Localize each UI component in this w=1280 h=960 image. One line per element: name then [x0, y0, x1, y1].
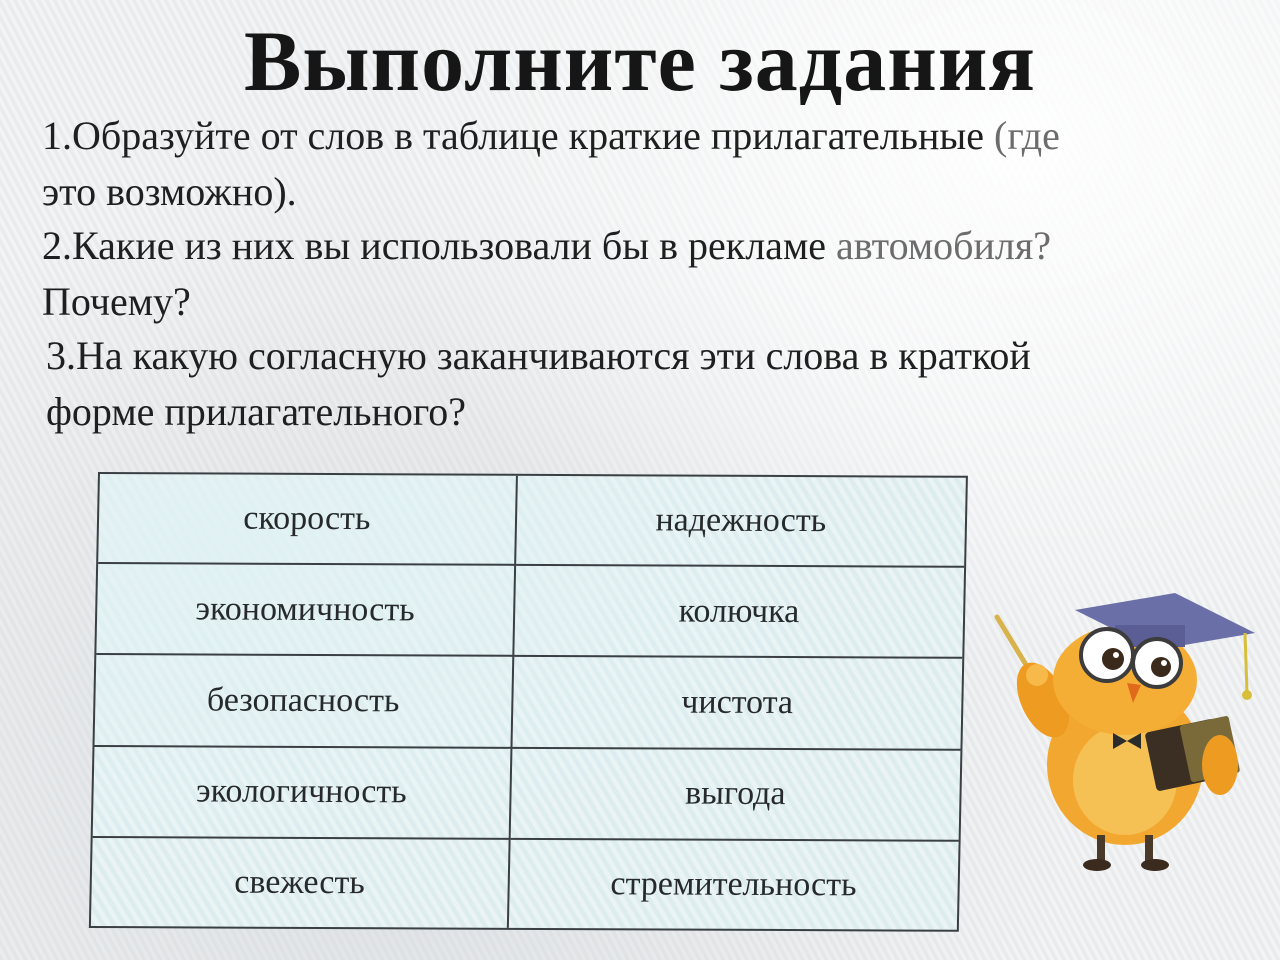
- table-row: [96, 563, 964, 658]
- task-1-line-2-main: это возможно).: [42, 169, 297, 214]
- task-1: [42, 108, 1242, 220]
- table-cell: надежность: [515, 476, 966, 567]
- task-2-line-1: [42, 218, 1242, 274]
- words-table: [91, 474, 966, 930]
- table-cell: стремительность: [508, 839, 959, 930]
- task-2-line-1-dim: автомобиля?: [826, 223, 1052, 268]
- table-row: [93, 746, 961, 841]
- task-1-line-2: [42, 164, 1242, 220]
- task-2-line-2: [42, 274, 1242, 330]
- owl-teacher-icon: [985, 575, 1265, 875]
- table-cell: чистота: [511, 656, 962, 749]
- table-cell: скорость: [98, 474, 516, 565]
- table-cell: свежесть: [91, 837, 509, 928]
- task-2: [42, 218, 1242, 330]
- task-3-line-1-main: 3.На какую согласную заканчиваются эти слова в краткой: [46, 333, 1031, 378]
- table-cell: безопасность: [95, 654, 513, 747]
- table-cell: колючка: [513, 565, 964, 658]
- task-3-line-2-main: форме прилагательного?: [46, 389, 467, 434]
- table-row: [98, 474, 966, 567]
- task-2-line-2-main: Почему?: [42, 279, 191, 324]
- task-2-line-1-main: 2.Какие из них вы использовали бы в рекламе: [42, 223, 827, 268]
- task-3-line-1: [46, 328, 1196, 384]
- task-3-line-2: [46, 384, 1196, 440]
- words-table-container: [89, 472, 968, 932]
- table-cell: экономичность: [96, 563, 514, 656]
- table-row: [91, 837, 959, 930]
- task-1-line-1: [42, 108, 1242, 164]
- table-cell: выгода: [509, 747, 960, 840]
- table-cell: экологичность: [93, 746, 511, 839]
- task-1-line-1-main: 1.Образуйте от слов в таблице краткие прилагательные: [42, 113, 984, 158]
- table-row: [95, 654, 963, 749]
- page-title: Выполните задания: [244, 13, 1036, 109]
- task-1-line-1-dim: (где: [984, 113, 1060, 158]
- task-3: [46, 328, 1196, 440]
